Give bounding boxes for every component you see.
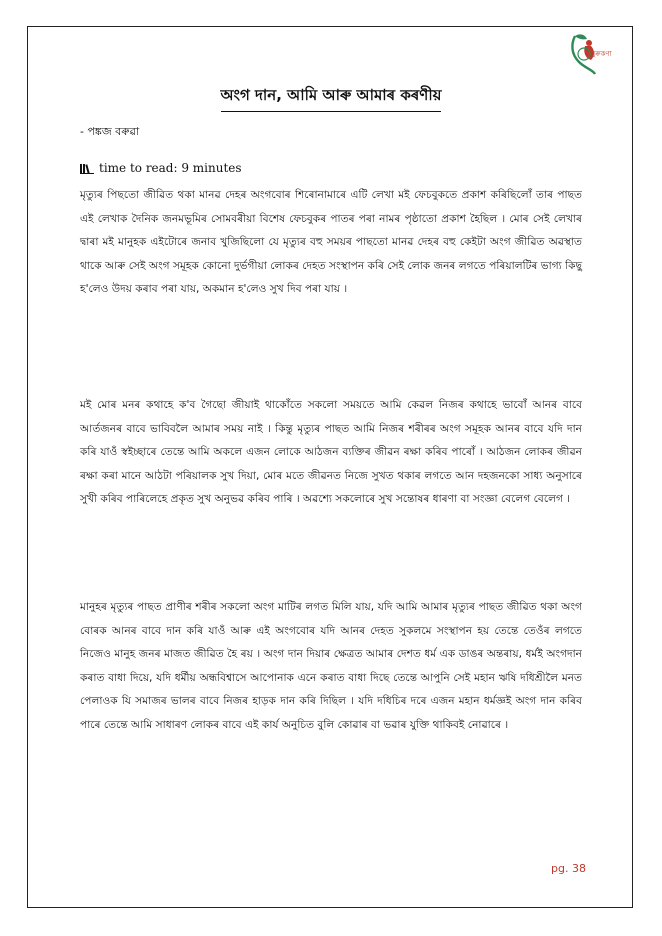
book-reading-icon xyxy=(80,163,94,174)
read-time xyxy=(80,161,242,175)
paragraph-2: মই মোৰ মনৰ কথাহে ক'ব গৈছো জীয়াই থাকোঁতে সকলো সময়তে আমি কেৱল নিজৰ কথাহে ভাবোঁ আনৰ বাবে আৰ্তজনৰ বাবে ভাবিবলৈ আমাৰ সময় নাই । কিন্তু মৃত্যুৰ পাছত আমি নিজৰ শৰীৰৰ অংগ সমূহক আনৰ বাবে যদি দান কৰি যাওঁ স্বইচ্ছাৰে তেন্তে আমি অকলে এজন লোকে আঠজন ব্যক্তিৰ জীৱন ৰক্ষা কৰিব পাৰোঁ । আঠজন লোকৰ জীৱন ৰক্ষা কৰা মানে আঠটা পৰিয়ালক সুখ দিয়া, মোৰ মতে জীৱনত নিজে সুখত থকাৰ লগতে আন দহজনকো সাধ্য অনুসাৰে সুখী কৰিব পাৰিলেহে প্ৰকৃত সুখ অনুভৱ কৰিব পাৰি । অৱশ্যে সকলোৰে সুখ সন্তোষৰ ধাৰণা বা সংজ্ঞা বেলেগ বেলেগ । xyxy=(80,399,582,505)
page-title xyxy=(0,84,662,112)
read-time-text: time to read: 9 minutes xyxy=(99,161,242,175)
paragraph-1: মৃত্যুৰ পিছতো জীৱিত থকা মানৱ দেহৰ অংগবোৰ শিৰোনামাৰে এটি লেখা মই ফেচবুকতে প্ৰকাশ কৰিছিলোঁ তাৰ পাছত এই লেখাক দৈনিক জনমভূমিৰ সোমবৰীয়া বিশেষ ফেচবুকৰ পাতৰ পৰা নামৰ পৃষ্ঠাতো প্ৰকাশ হৈছিল । মোৰ সেই লেখাৰ দ্বাৰা মই মানুহক এইটোৰে জনাব খুজিছিলো যে মৃত্যুৰ বহু সময়ৰ পাছতো মানৱ দেহৰ বহু কেইটা অংগ জীৱিত অৱস্থাত থাকে আৰু সেই অংগ সমূহক কোনো দুৰ্ভগীয়া লোকৰ দেহত সংস্থাপন কৰি সেই লোক জনৰ লগতে পৰিয়ালটিৰ ভাগ্য কিছু হ'লেও উদয় কৰাব পৰা যায়, অকমান হ'লেও সুখ দিব পৰা যায় । xyxy=(80,189,582,295)
paragraph-3: মানুহৰ মৃত্যুৰ পাছত প্ৰাণীৰ শৰীৰ সকলো অংগ মাটিৰ লগত মিলি যায়, যদি আমি আমাৰ মৃত্যুৰ পাছত জীৱিত থকা অংগ বোৰক আনৰ বাবে দান কৰি যাওঁ আৰু এই অংগবোৰ যদি আনৰ দেহত সুকলমে সংস্থাপন হয় তেন্তে তেওঁৰ লগতে নিজেও মানুহ জনৰ মাজত জীৱিত হৈ ৰয় । অংগ দান দিয়াৰ ক্ষেত্ৰত আমাৰ দেশত ধৰ্ম এক ডাঙৰ অন্তৰায়, ধৰ্মই অংগদান কৰাত বাধা দিয়ে, যদি ধৰ্মীয় অন্ধবিশ্বাসে আপোনাক এনে কৰাত বাধা দিছে তেন্তে আপুনি সেই মহান ঋষি দধিশ্ৰীলৈ মনত পেলাওক যি সমাজৰ ভালৰ বাবে নিজৰ হাড়ক দান কৰি দিছিল । যদি দধিচিৰ দৰে এজন মহান ধৰ্মজ্ঞই অংগ দান কৰিব পাৰে তেন্তে আমি সাধাৰণ লোকৰ বাবে এই কাৰ্য অনুচিত বুলি কোৱাৰ বা ভৱাৰ যুক্তি থাকিবই নোৱাৰে । xyxy=(80,601,582,731)
title-text: অংগ দান, আমি আৰু আমাৰ কৰণীয় xyxy=(221,84,442,112)
page-number: pg. 38 xyxy=(551,862,586,875)
author: - পঙ্কজ বৰুৱা xyxy=(80,125,140,138)
logo-text: নুৰুকণা xyxy=(591,50,612,58)
